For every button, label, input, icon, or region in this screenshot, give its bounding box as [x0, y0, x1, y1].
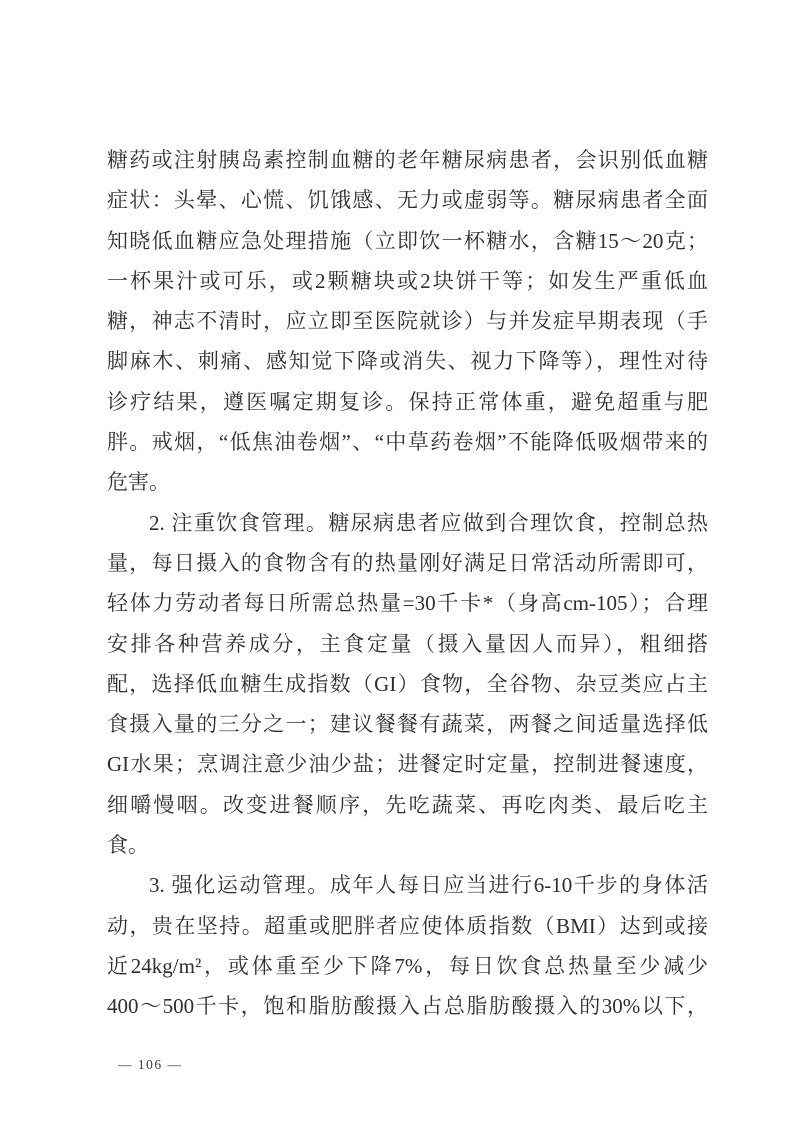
text-line: 安排各种营养成分，主食定量（摄入量因人而异），粗细搭 — [107, 631, 708, 656]
text-line: 动，贵在坚持。超重或肥胖者应使体质指数（BMI）达到或接 — [107, 913, 708, 938]
text-line: 症状：头晕、心慌、饥饿感、无力或虚弱等。糖尿病患者全面 — [107, 188, 708, 213]
text-line: 近24kg/m²，或体重至少下降7%，每日饮食总热量至少减少 — [107, 953, 708, 978]
paragraph-3 — [107, 865, 708, 1026]
text-line: 配，选择低血糖生成指数（GI）食物，全谷物、杂豆类应占主 — [107, 671, 708, 696]
text-line: 400～500千卡，饱和脂肪酸摄入占总脂肪酸摄入的30%以下， — [107, 994, 708, 1019]
text-line: 食摄入量的三分之一；建议餐餐有蔬菜，两餐之间适量选择低 — [107, 712, 708, 737]
text-body — [107, 140, 708, 1027]
paragraph-2 — [107, 503, 708, 866]
text-line: 诊疗结果，遵医嘱定期复诊。保持正常体重，避免超重与肥 — [107, 389, 708, 414]
paragraph-1 — [107, 140, 708, 503]
text-line: 食。 — [107, 833, 149, 858]
text-line: 胖。戒烟，“低焦油卷烟”、“中草药卷烟”不能降低吸烟带来的 — [107, 430, 708, 455]
text-line: 危害。 — [107, 470, 170, 495]
text-line: 3. 强化运动管理。成年人每日应当进行6-10千步的身体活 — [149, 873, 708, 898]
text-line: 糖，神志不清时，应立即至医院就诊）与并发症早期表现（手 — [107, 309, 708, 334]
text-line: 一杯果汁或可乐，或2颗糖块或2块饼干等；如发生严重低血 — [107, 268, 708, 293]
text-line: 糖药或注射胰岛素控制血糖的老年糖尿病患者，会识别低血糖 — [107, 148, 708, 172]
page-number: — 106 — — [118, 1057, 183, 1072]
text-line: 轻体力劳动者每日所需总热量=30千卡*（身高cm-105）；合理 — [107, 591, 708, 616]
text-line: 细嚼慢咽。改变进餐顺序，先吃蔬菜、再吃肉类、最后吃主 — [107, 792, 708, 817]
text-line: GI水果；烹调注意少油少盐；进餐定时定量，控制进餐速度， — [107, 752, 708, 777]
text-line: 量，每日摄入的食物含有的热量刚好满足日常活动所需即可， — [107, 550, 708, 575]
text-line: 脚麻木、刺痛、感知觉下降或消失、视力下降等），理性对待 — [107, 349, 708, 374]
text-line: 2. 注重饮食管理。糖尿病患者应做到合理饮食，控制总热 — [149, 510, 708, 535]
text-line: 知晓低血糖应急处理措施（立即饮一杯糖水，含糖15～20克； — [107, 228, 708, 253]
